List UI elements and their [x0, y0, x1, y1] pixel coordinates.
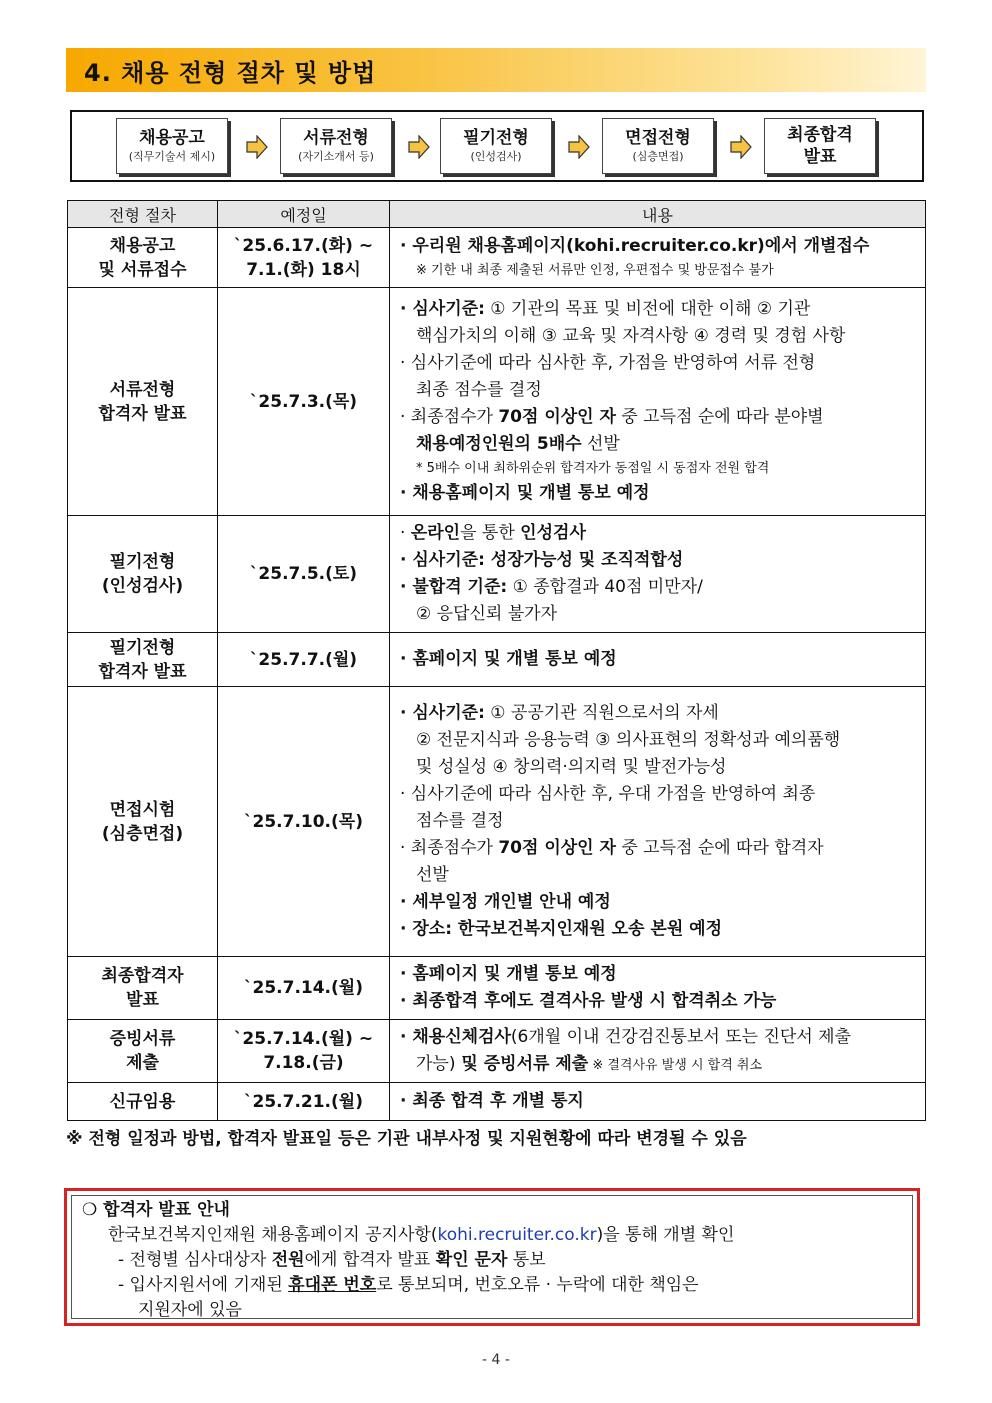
- content-line: · 최종 합격 후 개별 통지: [400, 1091, 584, 1111]
- table-header-row: [68, 201, 926, 228]
- page-number: - 4 -: [482, 1352, 510, 1368]
- content-cell: [390, 687, 926, 957]
- date-text: `25.7.14.(월) ~: [233, 1029, 374, 1049]
- table-row: [68, 288, 926, 516]
- content-text: · 최종점수가: [400, 838, 499, 858]
- notice-text: 로 통보되며, 번호오류 · 누락에 대한 책임은: [376, 1275, 699, 1295]
- content-bold: · 불합격 기준:: [400, 577, 508, 597]
- stage-text: 필기전형: [109, 552, 176, 572]
- content-text: 가능): [416, 1054, 456, 1074]
- date-text: `25.7.3.(목): [249, 391, 358, 412]
- content-line: 선발: [416, 865, 449, 885]
- content-line: 핵심가치의 이해 ③ 교육 및 자격사항 ④ 경력 및 경험 사항: [416, 326, 846, 346]
- notice-line: 지원자에 있음: [138, 1300, 242, 1320]
- date-text: `25.7.5.(토): [249, 564, 358, 584]
- content-line: · 홈페이지 및 개별 통보 예정: [400, 964, 617, 984]
- flow-step-sub: (자기소개서 등): [298, 150, 374, 163]
- date-cell: [218, 228, 390, 288]
- content-cell: [390, 1020, 926, 1083]
- content-line: 및 성실성 ④ 창의력·의지력 및 발전가능성: [416, 757, 727, 777]
- column-header: 내용: [390, 201, 926, 228]
- stage-cell: [68, 516, 218, 633]
- stage-text: 신규임용: [109, 1091, 176, 1112]
- flow-step-title: 최종합격: [787, 125, 853, 145]
- stage-text: 및 서류접수: [98, 259, 187, 280]
- content-cell: [390, 228, 926, 288]
- column-header: 예정일: [218, 201, 390, 228]
- notice-bold: 확인 문자: [435, 1250, 508, 1270]
- stage-text: 제출: [126, 1053, 159, 1073]
- content-line: 점수를 결정: [416, 811, 504, 831]
- notice-text: 에게 합격자 발표: [304, 1250, 436, 1270]
- right-arrow-icon: [730, 135, 752, 159]
- content-cell: [390, 957, 926, 1020]
- flow-step-sub: 발표: [803, 147, 837, 167]
- content-text: (6개월 이내 건강검진통보서 또는 진단서 제출: [510, 1027, 851, 1047]
- stage-text: 최종합격자: [101, 966, 184, 986]
- content-line: · 채용홈페이지 및 개별 통보 예정: [400, 483, 650, 503]
- content-cell: [390, 633, 926, 687]
- section-header: [66, 48, 926, 92]
- content-text: ① 종합결과 40점 미만자/: [507, 577, 703, 597]
- table-row: [68, 228, 926, 288]
- notice-line: [82, 1223, 902, 1248]
- notice-text: - 입사지원서에 기재된: [118, 1275, 289, 1295]
- recruit-site-link[interactable]: kohi.recruiter.co.kr: [437, 1225, 597, 1245]
- stage-text: 면접시험: [109, 799, 176, 820]
- stage-cell: [68, 687, 218, 957]
- notice-text: 통보: [507, 1250, 546, 1270]
- stage-text: 발표: [126, 990, 159, 1010]
- content-line: · 최종합격 후에도 결격사유 발생 시 합격취소 가능: [400, 991, 777, 1011]
- process-flow: [70, 110, 924, 182]
- content-bold: · 채용신체검사: [400, 1027, 511, 1047]
- table-row: [68, 1083, 926, 1121]
- content-bold: 채용예정인원의 5배수: [416, 434, 582, 454]
- content-line: · 홈페이지 및 개별 통보 예정: [400, 649, 617, 669]
- content-cell: [390, 288, 926, 516]
- schedule-change-note: ※ 전형 일정과 방법, 합격자 발표일 등은 기관 내부사정 및 지원현황에 따라 변경될 수 있음: [66, 1129, 747, 1149]
- content-bold: · 심사기준:: [400, 299, 485, 319]
- content-bold: 70점 이상인 자: [498, 407, 616, 427]
- content-line: · 장소: 한국보건복지인재원 오송 본원 예정: [400, 919, 723, 939]
- content-line: 최종 점수를 결정: [416, 380, 542, 400]
- stage-text: 필기전형: [109, 637, 176, 658]
- stage-text: 증빙서류: [109, 1029, 176, 1049]
- table-row: [68, 687, 926, 957]
- content-line: · 심사기준에 따라 심사한 후, 가점을 반영하여 서류 전형: [400, 353, 816, 373]
- flow-step-sub: (심층면접): [632, 150, 684, 163]
- content-note: ※ 결격사유 발생 시 합격 취소: [588, 1058, 763, 1073]
- notice-text: - 전형별 심사대상자: [118, 1250, 272, 1270]
- section-title: 4. 채용 전형 절차 및 방법: [84, 58, 377, 87]
- date-cell: [218, 516, 390, 633]
- stage-text: 서류전형: [109, 379, 176, 400]
- content-line: · 심사기준에 따라 심사한 후, 우대 가점을 반영하여 최종: [400, 784, 816, 804]
- stage-cell: [68, 288, 218, 516]
- stage-cell: [68, 1083, 218, 1121]
- content-text: 을 통한: [460, 523, 521, 543]
- content-bold: 인성검사: [520, 523, 586, 543]
- flow-step-title: 채용공고: [139, 128, 205, 148]
- stage-text: (인성검사): [101, 576, 184, 596]
- flow-step-final: [764, 118, 876, 174]
- table-row: [68, 957, 926, 1020]
- flow-step-interview: [602, 118, 714, 174]
- content-line: · 세부일정 개인별 안내 예정: [400, 892, 611, 912]
- content-bold: 온라인: [410, 523, 461, 543]
- date-cell: [218, 288, 390, 516]
- stage-text: 채용공고: [109, 235, 176, 256]
- flow-step-title: 서류전형: [303, 128, 369, 148]
- flow-step-title: 면접전형: [625, 128, 691, 148]
- content-text: ① 기관의 목표 및 비전에 대한 이해 ② 기관: [484, 299, 811, 319]
- announcement-notice-box: [64, 1188, 920, 1326]
- notice-bold: 전원: [271, 1250, 305, 1270]
- stage-text: 합격자 발표: [98, 403, 187, 424]
- stage-cell: [68, 957, 218, 1020]
- stage-cell: [68, 1020, 218, 1083]
- date-text: `25.7.7.(월): [249, 649, 358, 670]
- flow-step-document: [280, 118, 392, 174]
- date-cell: [218, 1083, 390, 1121]
- flow-step-announcement: [116, 118, 228, 174]
- date-text: `25.7.14.(월): [244, 978, 363, 998]
- date-text: 7.1.(화) 18시: [246, 259, 361, 280]
- notice-text: 한국보건복지인재원 채용홈페이지 공지사항(: [108, 1225, 438, 1245]
- date-text: `25.7.10.(목): [244, 811, 363, 832]
- column-header: 전형 절차: [68, 201, 218, 228]
- notice-text: )을 통해 개별 확인: [596, 1225, 735, 1245]
- date-cell: [218, 1020, 390, 1083]
- content-line: · 우리원 채용홈페이지(kohi.recruiter.co.kr)에서 개별접수: [400, 236, 870, 256]
- date-text: 7.18.(금): [263, 1053, 344, 1073]
- content-note: * 5배수 이내 최하위순위 합격자가 동점일 시 동점자 전원 합격: [416, 461, 770, 476]
- flow-step-written: [440, 118, 552, 174]
- content-text: ·: [400, 523, 411, 543]
- content-note: ※ 기한 내 최종 제출된 서류만 인정, 우편접수 및 방문접수 불가: [416, 263, 774, 278]
- notice-line: [82, 1248, 902, 1273]
- date-cell: [218, 957, 390, 1020]
- notice-underline: 휴대폰 번호: [288, 1275, 377, 1295]
- content-cell: [390, 516, 926, 633]
- content-cell: [390, 1083, 926, 1121]
- content-line: ② 전문지식과 응용능력 ③ 의사표현의 정확성과 예의품행: [416, 730, 841, 750]
- date-cell: [218, 687, 390, 957]
- stage-cell: [68, 633, 218, 687]
- content-text: 중 고득점 순에 따라 합격자: [615, 838, 824, 858]
- notice-line: [82, 1273, 902, 1298]
- content-text: 중 고득점 순에 따라 분야별: [615, 407, 824, 427]
- table-row: [68, 633, 926, 687]
- notice-title: ❍ 합격자 발표 안내: [82, 1200, 230, 1220]
- right-arrow-icon: [568, 135, 590, 159]
- table-row: [68, 1020, 926, 1083]
- flow-step-title: 필기전형: [463, 128, 529, 148]
- content-text: ① 공공기관 직원으로서의 자세: [484, 703, 719, 723]
- date-text: `25.7.21.(월): [244, 1091, 363, 1112]
- right-arrow-icon: [408, 135, 430, 159]
- content-text: · 최종점수가: [400, 407, 499, 427]
- table-row: [68, 516, 926, 633]
- content-bold: 및 증빙서류 제출: [455, 1054, 589, 1074]
- flow-step-sub: (직무기술서 제시): [128, 150, 216, 163]
- content-bold: 70점 이상인 자: [498, 838, 616, 858]
- content-text: 선발: [581, 434, 620, 454]
- date-text: `25.6.17.(화) ~: [233, 235, 374, 256]
- stage-cell: [68, 228, 218, 288]
- content-line: · 심사기준: 성장가능성 및 조직적합성: [400, 550, 684, 570]
- stage-text: (심층면접): [101, 823, 184, 844]
- date-cell: [218, 633, 390, 687]
- flow-step-sub: (인성검사): [470, 150, 522, 163]
- schedule-table: [67, 200, 926, 1121]
- content-line: ② 응답신뢰 불가자: [416, 604, 558, 624]
- stage-text: 합격자 발표: [98, 661, 187, 682]
- right-arrow-icon: [246, 135, 268, 159]
- content-bold: · 심사기준:: [400, 703, 485, 723]
